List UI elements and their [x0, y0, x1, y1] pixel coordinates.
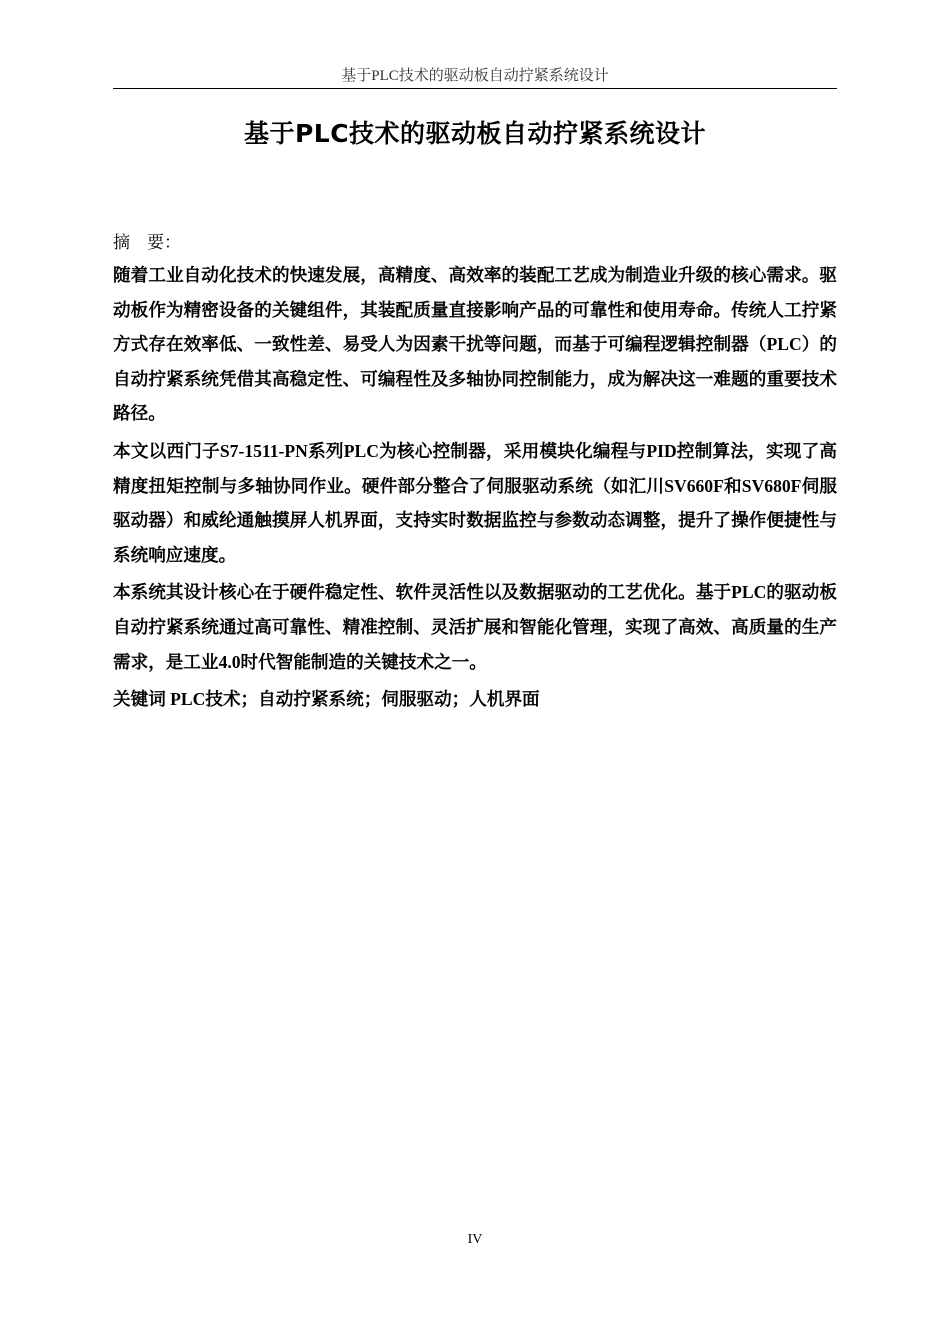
running-header: 基于PLC技术的驱动板自动拧紧系统设计	[341, 68, 609, 84]
page-number: IV	[467, 1232, 483, 1247]
keywords-line: 关键词 PLC技术；自动拧紧系统；伺服驱动；人机界面	[113, 689, 540, 710]
header-divider	[113, 88, 837, 89]
abstract-paragraph-3: 本系统其设计核心在于硬件稳定性、软件灵活性以及数据驱动的工艺优化。基于PLC的驱动板自动拧紧系统通过高可靠性、精准控制、灵活扩展和智能化管理，实现了高效、高质量的生产需求，是工业4.0时代智能制造的关键技术之一。	[113, 582, 837, 672]
abstract-paragraph-2: 本文以西门子S7-1511-PN系列PLC为核心控制器，采用模块化编程与PID控制算法，实现了高精度扭矩控制与多轴协同作业。硬件部分整合了伺服驱动系统（如汇川SV660F和SV680F伺服驱动器）和威纶通触摸屏人机界面，支持实时数据监控与参数动态调整，提升了操作便捷性与系统响应速度。	[113, 440, 837, 565]
abstract-label: 摘 要：	[113, 233, 181, 252]
document-title: 基于PLC技术的驱动板自动拧紧系统设计	[243, 119, 707, 148]
abstract-paragraph-1: 随着工业自动化技术的快速发展，高精度、高效率的装配工艺成为制造业升级的核心需求。驱动板作为精密设备的关键组件，其装配质量直接影响产品的可靠性和使用寿命。传统人工拧紧方式存在效率低、一致性差、易受人为因素干扰等问题，而基于可编程逻辑控制器（PLC）的自动拧紧系统凭借其高稳定性、可编程性及多轴协同控制能力，成为解决这一难题的重要技术路径。	[113, 265, 837, 424]
abstract-body	[113, 258, 837, 720]
